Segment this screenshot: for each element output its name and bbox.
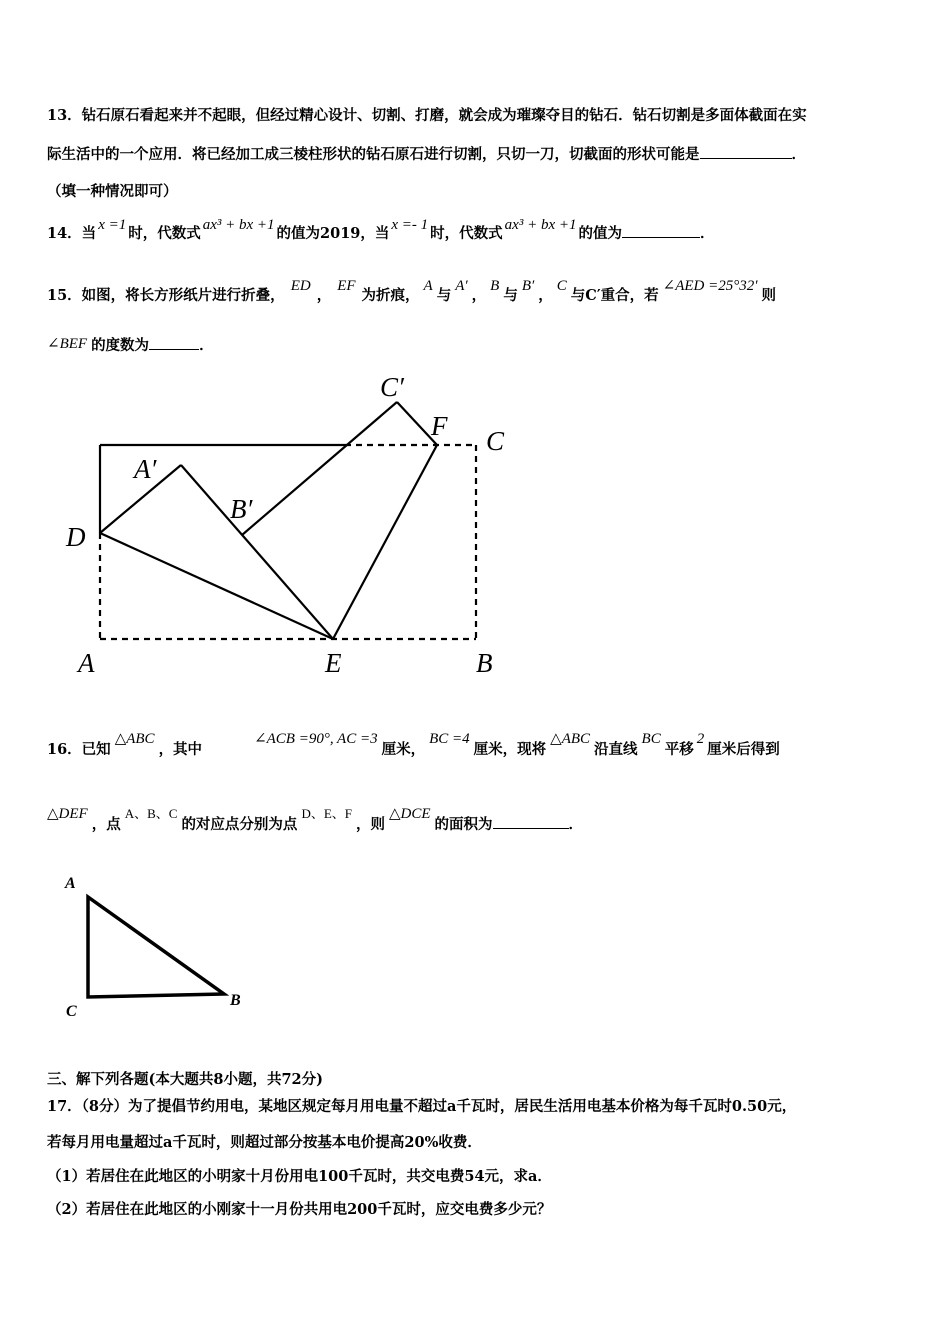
- q16-m-bc: BC =4: [429, 731, 470, 747]
- label-c-prime: C′: [380, 372, 404, 402]
- q16-m-tri: △ABC: [114, 731, 155, 747]
- q15-t1: 15．如图，将长方形纸片进行折叠，: [47, 287, 285, 304]
- q14-t2: 时，代数式: [128, 225, 201, 242]
- q15-t5: 的度数为: [91, 337, 150, 354]
- q16-m-dce: △DCE: [389, 806, 431, 822]
- q16-line1: [47, 731, 780, 759]
- q14-m2: ax³ + bx +1: [202, 217, 275, 233]
- q15-m-b2: B′: [521, 278, 535, 294]
- q15-sep3: ，: [538, 287, 553, 304]
- q16-m-def2: D、E、F: [301, 806, 352, 821]
- q16-t2: ，其中: [158, 741, 203, 758]
- q14-t1: 14．当: [47, 225, 97, 242]
- triangle-figure: [0, 860, 300, 1030]
- q15-sep2: ，: [471, 287, 487, 304]
- q17-sub1: （1）若居住在此地区的小明家十月份用电100千瓦时，共交电费54元，求a．: [47, 1168, 552, 1185]
- q14-t5: 的值为: [578, 225, 622, 242]
- q15-m-a2: A′: [455, 278, 468, 294]
- label-b: B: [476, 648, 493, 678]
- q13-line1: 13．钻石原石看起来并不起眼，但经过精心设计、切割、打磨，就会成为璀璨夺目的钻石．钻石切割是多面体截面在实: [47, 107, 807, 124]
- q15-m-ef: EF: [337, 278, 356, 294]
- label-e: E: [325, 648, 342, 678]
- q15-m-angle: ∠AED =25°32′: [662, 278, 758, 294]
- q16-end: ．: [568, 816, 584, 833]
- tri-label-c: C: [66, 1003, 77, 1020]
- q16-t5: 沿直线: [594, 741, 638, 758]
- q15-yu2: 与: [503, 287, 518, 304]
- q16-t4: 厘米，现将: [473, 741, 547, 758]
- q15-m-c: C: [556, 278, 567, 294]
- q14-m1: x =1: [98, 217, 127, 233]
- fold-line-de: [100, 533, 333, 639]
- q14-m3: x =- 1: [391, 217, 429, 233]
- q15-m-bef: ∠BEF: [47, 336, 88, 352]
- segment-c1b1: [242, 402, 397, 535]
- q15-sep1: ，: [316, 287, 332, 304]
- q16-m-2: 2: [696, 731, 705, 747]
- q16-m-tri2: △ABC: [550, 731, 591, 747]
- q16-m-abc: A、B、C: [124, 806, 178, 821]
- segment-a1e: [181, 465, 333, 639]
- tri-label-b: B: [230, 992, 241, 1009]
- section-3-heading: 三、解下列各题(本大题共8小题，共72分): [47, 1071, 323, 1088]
- q16-t3: 厘米，: [381, 741, 426, 758]
- label-c: C: [486, 426, 505, 456]
- tri-label-a: A: [65, 875, 76, 892]
- q15-end: ．: [199, 337, 214, 354]
- q16-t9: 的对应点分别为点: [181, 816, 298, 833]
- q13-line2-text: 际生活中的一个应用．将已经加工成三棱柱形状的钻石原石进行切割，只切一刀，切截面的形状可能是: [47, 146, 700, 163]
- q16-t11: 的面积为: [434, 816, 493, 833]
- label-a: A: [78, 648, 95, 678]
- q15-yu1: 与: [436, 287, 452, 304]
- q15-t4: 则: [761, 287, 777, 304]
- label-a-prime: A′: [134, 454, 157, 484]
- q16-answer-blank: [493, 814, 569, 829]
- q15-m-ed: ED: [290, 278, 311, 294]
- q16-m-cond: ∠ACB =90°, AC =3: [254, 731, 378, 747]
- q15-m-b: B: [490, 278, 500, 294]
- q13-line2-end: ．: [791, 146, 806, 163]
- triangle-abc: [88, 897, 224, 997]
- q14-t3: 的值为2019，当: [276, 225, 390, 242]
- q13-line3: （填一种情况即可）: [47, 183, 178, 200]
- q16-line2: [47, 806, 584, 834]
- label-b-prime: B′: [230, 494, 253, 524]
- label-d: D: [66, 522, 86, 552]
- q16-t8: ，点: [91, 816, 121, 833]
- fold-line-ef: [333, 445, 437, 639]
- q14-t4: 时，代数式: [430, 225, 503, 242]
- q16-t7: 厘米后得到: [707, 741, 780, 758]
- q15-t3: 与C′重合，若: [570, 287, 659, 304]
- q14-end: ．: [699, 225, 715, 242]
- q15-t2: 为折痕，: [361, 287, 420, 304]
- label-f: F: [431, 411, 448, 441]
- q17-line1: 17．（8分）为了提倡节约用电，某地区规定每月用电量不超过a千瓦时，居民生活用电基本价格为每千瓦时0.50元，: [47, 1098, 797, 1115]
- q15-m-a: A: [423, 278, 433, 294]
- q16-m-def: △DEF: [47, 806, 88, 822]
- q17-sub2: （2）若居住在此地区的小刚家十一月份共用电200千瓦时，应交电费多少元？: [47, 1201, 552, 1218]
- q17-line2: 若每月用电量超过a千瓦时，则超过部分按基本电价提高20%收费．: [47, 1134, 482, 1151]
- q16-m-bc2: BC: [641, 731, 661, 747]
- q16-t10: ，则: [356, 816, 385, 833]
- q16-t1: 16．已知: [47, 741, 111, 758]
- q16-t6: 平移: [664, 741, 694, 758]
- q14-m4: ax³ + bx +1: [504, 217, 577, 233]
